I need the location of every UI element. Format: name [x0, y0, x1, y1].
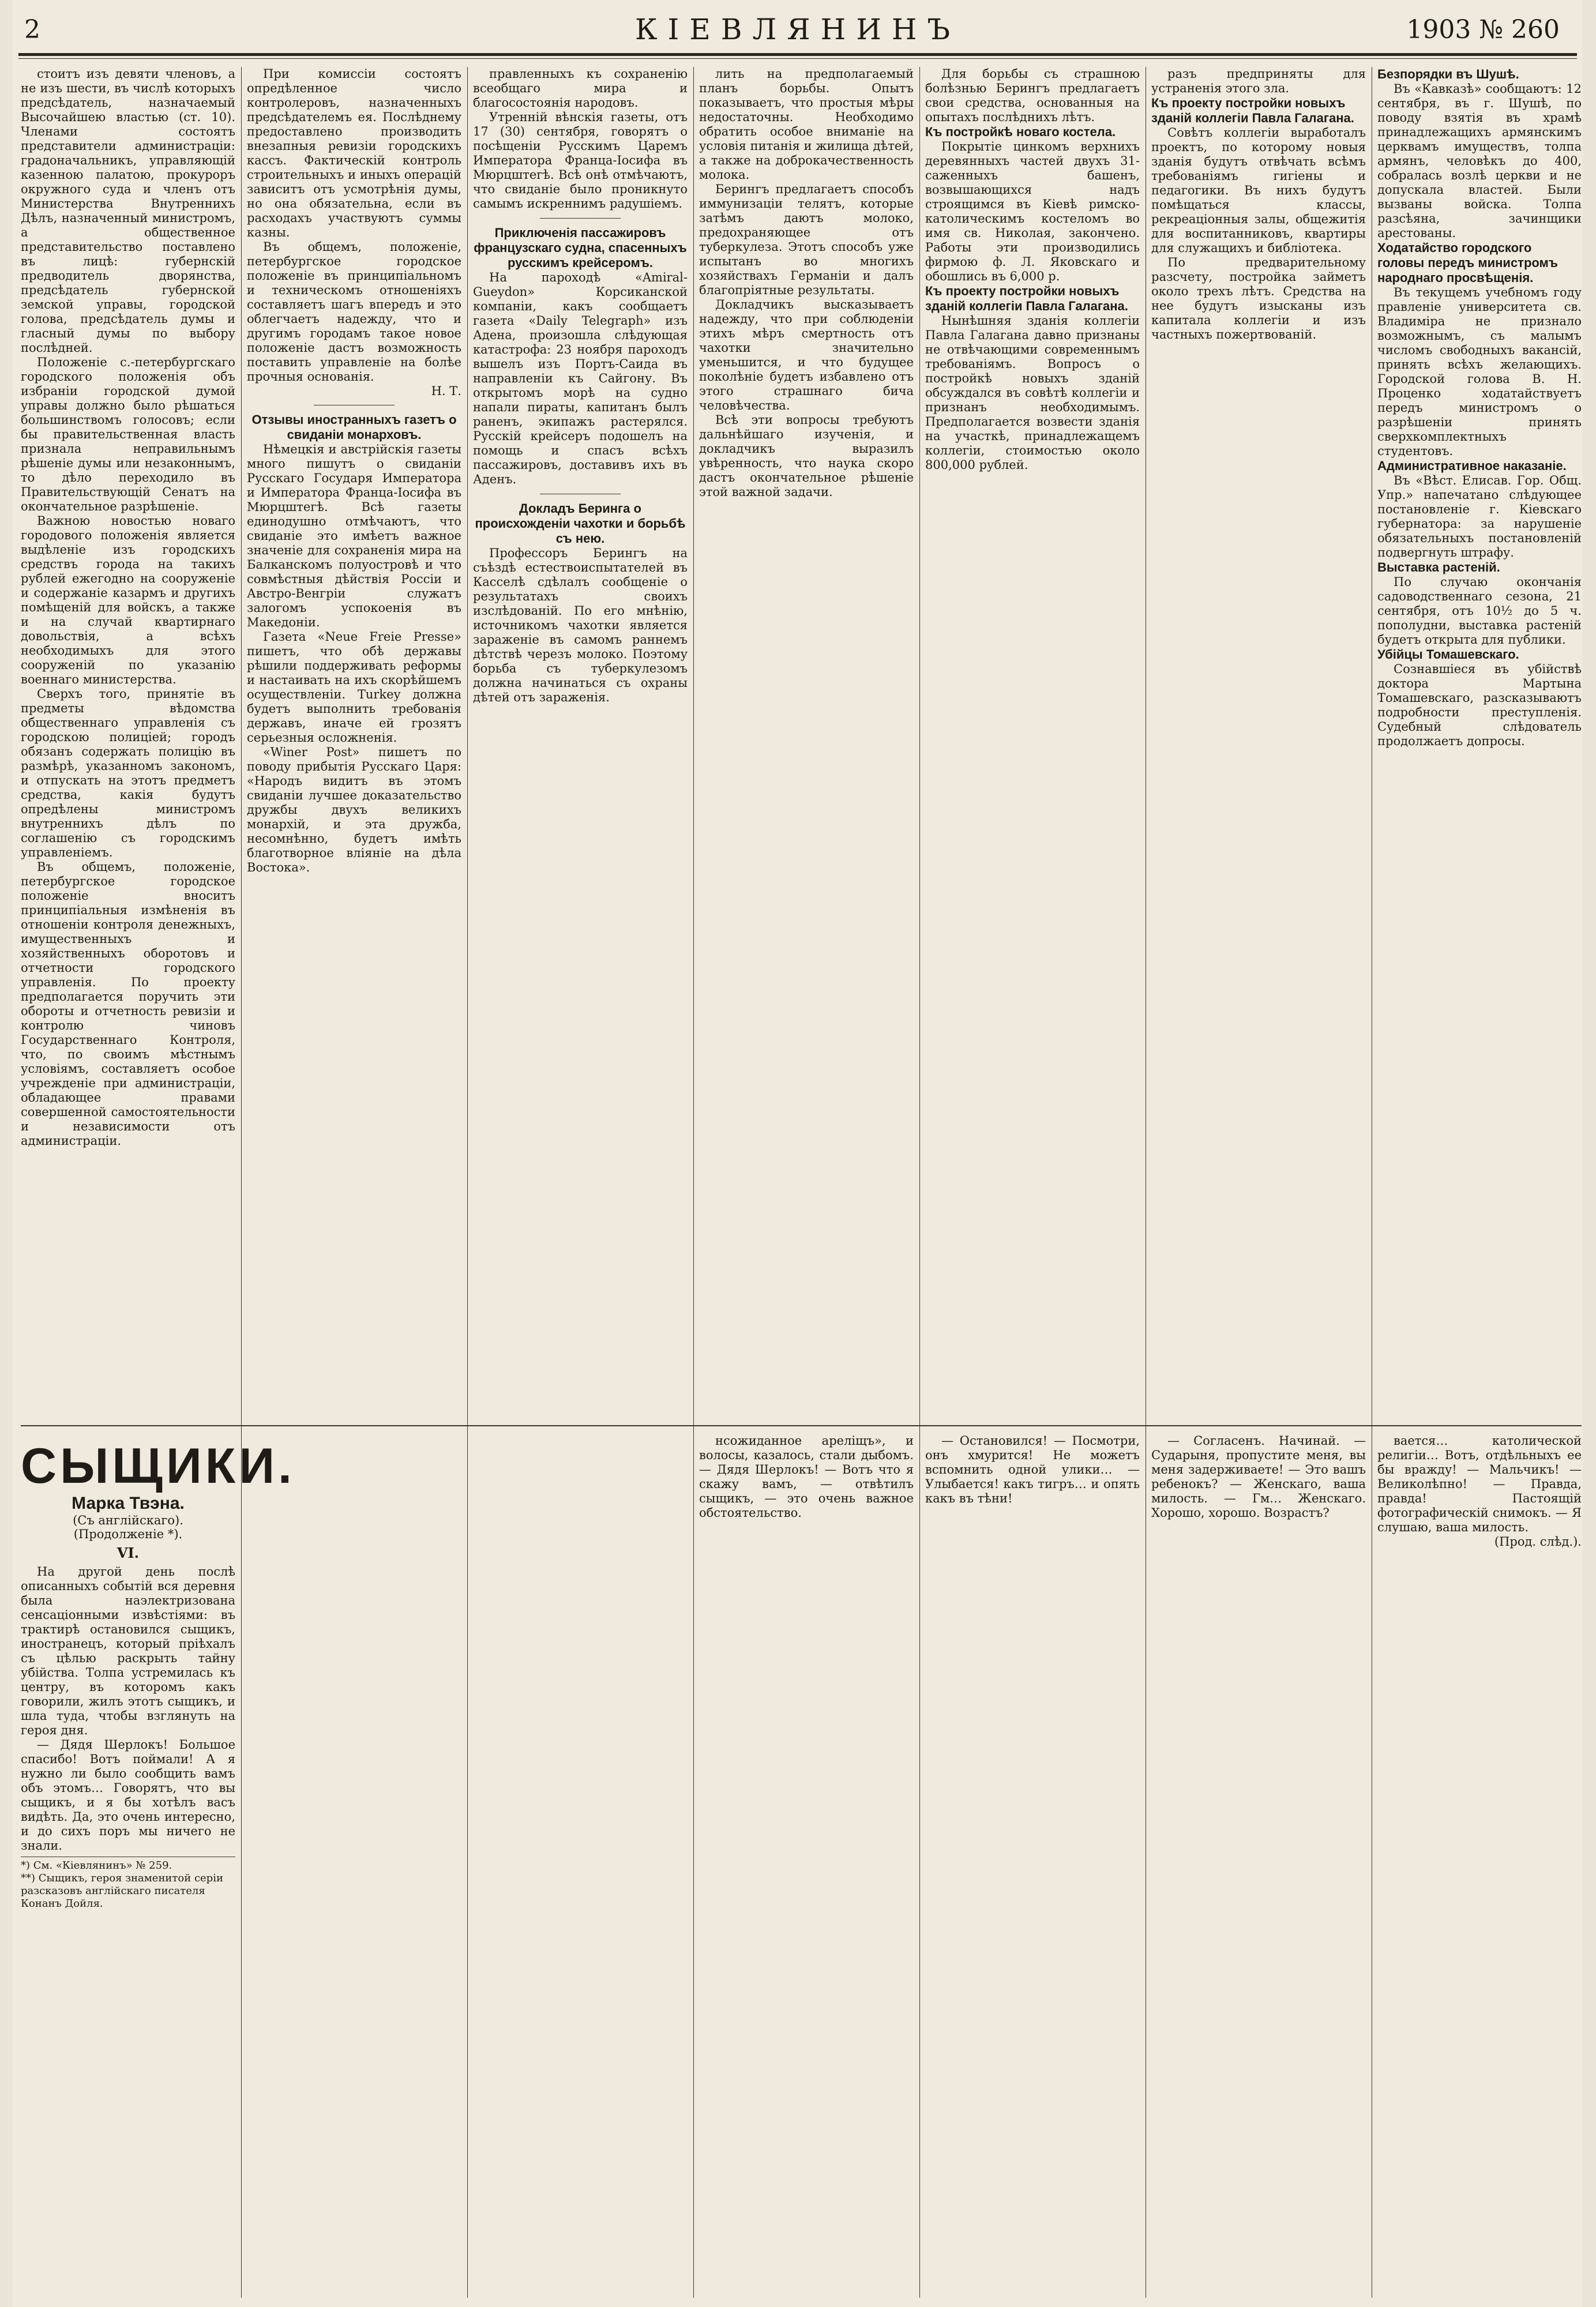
- article-paragraph: разъ предприняты для устраненія этого зла.: [1151, 67, 1366, 95]
- feuilleton-col-5: [925, 1434, 1140, 2298]
- newspaper-title: КІЕВЛЯНИНЪ: [634, 13, 961, 46]
- article-paragraph: Важною новостью новаго городового положенія является выдѣленіе изъ городскихъ средствъ города на такихъ рублей ежегодно на сооруженіе и содержаніе казармъ и другихъ помѣщеній для войскъ, а также и на случай квартирнаго довольствія, а всѣхъ необходимыхъ для этого сооруженій по указанію военнаго министерства.: [21, 514, 235, 686]
- article-paragraph: Профессоръ Берингъ на съѣздѣ естествоиспытателей въ Касселѣ сдѣлалъ сообщеніе о результатахъ своихъ изслѣдованій. По его мнѣнію, источникомъ чахотки является зараженіе въ самомъ раннемъ дѣтствѣ черезъ молоко. Поэтому борьба съ туберкулезомъ должна начинаться съ охраны дѣтей отъ зараженія.: [473, 546, 688, 704]
- column-divider: [693, 67, 694, 2298]
- article-paragraph: Въ «Вѣст. Елисав. Гор. Общ. Упр.» напечатано слѣдующее постановленіе г. Кіевскаго губернатора: за нарушеніе обязательныхъ постановленій подвергнуть штрафу.: [1377, 474, 1582, 559]
- article-paragraph: Нынѣшняя зданія коллегіи Павла Галагана давно признаны не отвѣчающими современнымъ требованіямъ. Вопросъ о постройкѣ новыхъ зданій обсуждался въ совѣтѣ коллегіи и признанъ необходимымъ. Предполагается возвести зданія на участкѣ, принадлежащемъ коллегіи, стоимостью около 800,000 рублей.: [925, 314, 1140, 472]
- article-paragraph: Въ общемъ, положеніе, петербургское городское положеніе въ принципіальномъ и техническомъ отношеніяхъ составляетъ шагъ впередъ и это облегчаетъ надежду, что и другимъ городамъ такое новое положеніе дастъ возможность поставить управленіе на болѣе прочныя основанія.: [247, 240, 461, 384]
- article-heading: Приключенія пассажировъ французскаго судна, спасенныхъ русскимъ крейсеромъ.: [474, 226, 687, 270]
- article-paragraph: По случаю окончанія садоводственнаго сезона, 21 сентября, отъ 10½ до 5 ч. пополудни, выставка растеній будетъ открыта для публики.: [1377, 575, 1582, 647]
- article-heading: Ходатайство городского головы передъ министромъ народнаго просвѣщенія.: [1377, 241, 1558, 285]
- article-paragraph: лить на предполагаемый планъ борьбы. Опытъ показываетъ, что простыя мѣры недостаточны. Необходимо обратить особое вниманіе на условія питанія и жилища дѣтей, а также на доброкачественность молока.: [699, 67, 914, 182]
- column-divider: [919, 67, 920, 2298]
- article-paragraph: стоитъ изъ девяти членовъ, а не изъ шести, въ числѣ которыхъ предсѣдатель, назначаемый Высочайшею властью (ст. 10). Членами состоятъ представители администраціи: градоначальникъ, управляющій казенною палатою, прокуроръ окружного суда и членъ отъ Министерства Внутреннихъ Дѣлъ, назначенный министромъ, а общественное представительство поставлено въ лицѣ: губернскій предводитель дворянства, предсѣдатель губернской земской управы, городской голова, предсѣдатель думы и гласный думы по выбору послѣдней.: [21, 67, 235, 355]
- feuilleton-chapter: VI.: [117, 1545, 140, 1561]
- article-heading: Докладъ Беринга о происхожденіи чахотки и борьбѣ съ нею.: [475, 501, 686, 546]
- article-heading: Безпорядки въ Шушѣ.: [1377, 67, 1519, 81]
- article-paragraph: При комиссіи состоятъ опредѣленное число контролеровъ, назначенныхъ предсѣдателемъ ея. Послѣднему предоставлено производить внезапныя ревизіи городскихъ кассъ. Фактическій контроль строительныхъ и иныхъ операцій зависитъ отъ усмотрѣнія думы, но она обязательна, если въ расходахъ участвуютъ суммы казны.: [247, 67, 461, 239]
- feuilleton-col-4: [699, 1434, 914, 2298]
- article-heading: Отзывы иностранныхъ газетъ о свиданіи монарховъ.: [251, 412, 457, 442]
- article-paragraph: Газета «Neue Freie Presse» пишетъ, что обѣ державы рѣшили поддерживать реформы и настаивать на ихъ скорѣйшемъ осуществленіи. Turkey должна будетъ выполнить требованія державъ, иначе ей грозятъ серьезныя осложненія.: [247, 630, 461, 745]
- article-heading: Къ постройкѣ новаго костела.: [925, 125, 1116, 139]
- column-2: [247, 67, 461, 2298]
- feuilleton-col-6: [1151, 1434, 1366, 2298]
- feuilleton-paragraph: На другой день послѣ описанныхъ событій вся деревня была наэлектризована сенсаціонными извѣстіями: въ трактирѣ остановился сыщикъ, иностранецъ, который пріѣхалъ съ цѣлью раскрыть тайну убійства. Толпа устремилась къ центру, въ которомъ какъ говорили, жилъ этотъ сыщикъ, и шла туда, чтобы взглянуть на героя дня.: [21, 1565, 235, 1737]
- footnote-line: **) Сыщикъ, героя знаменитой серіи разсказовъ англійскаго писателя Конанъ Дойля.: [21, 1872, 223, 1910]
- feuilleton-title: СЫЩИКИ.: [21, 1438, 295, 1494]
- footnote-line: *) См. «Кіевлянинъ» № 259.: [21, 1859, 172, 1872]
- footnote: [21, 1857, 235, 1910]
- article-paragraph: Всѣ эти вопросы требуютъ дальнѣйшаго изученія, и докладчикъ выразилъ увѣренность, что наука скоро дастъ окончательное рѣшеніе этой важной задачи.: [699, 413, 914, 499]
- feuilleton-paragraph: — Согласенъ. Начинай. — Сударыня, пропустите меня, вы меня задерживаете! — Это вашъ ребенокъ? — Женскаго, ваша милость. — Гм… Женскаго. Хорошо, хорошо. Возрастъ?: [1151, 1434, 1366, 1520]
- article-heading: Административное наказаніе.: [1377, 459, 1567, 473]
- feuilleton-paragraph: — Дядя Шерлокъ! Большое спасибо! Вотъ поймали! А я нужно ли было сообщить вамъ объ этомъ… Говорятъ, что вы сыщикъ, и я бы хотѣлъ васъ видѣть. Да, это очень интересно, и до сихъ поръ мы ничего не знали.: [21, 1738, 235, 1853]
- column-3: [473, 67, 688, 2298]
- feuilleton-continuation: (Продолженіе *).: [73, 1527, 183, 1541]
- issue-number: 1903 № 260: [1406, 15, 1560, 44]
- feuilleton-author: Марка Твэна.: [72, 1494, 185, 1513]
- feuilleton-col-7: [1377, 1434, 1582, 2298]
- article-paragraph: Берингъ предлагаетъ способъ иммунизаціи телятъ, которые затѣмъ даютъ молоко, предохраняющее отъ туберкулеза. Этотъ способъ уже испытанъ во многихъ хозяйствахъ Германіи и далъ благопріятные результаты.: [699, 182, 914, 297]
- article-paragraph: Въ общемъ, положеніе, петербургское городское положеніе вноситъ принципіальныя измѣненія въ отношеніи контроля денежныхъ, имущественныхъ и хозяйственныхъ оборотовъ и отчетности городского управленія. По проекту предполагается поручить эти обороты и отчетность ревизіи и контролю чиновъ Государственнаго Контроля, что, по своимъ мѣстнымъ условіямъ, составляетъ особое учрежденіе при администраціи, обладающее правами совершенной самостоятельности и независимости отъ администраціи.: [21, 860, 235, 1148]
- article-paragraph: Для борьбы съ страшною болѣзнью Берингъ предлагаетъ свои средства, основанныя на опытахъ послѣднихъ лѣтъ.: [925, 67, 1140, 124]
- feuilleton-paragraph: вается… католической религіи… Вотъ, отдѣльныхъ ее бы вражду! — Мальчикъ! — Великолѣпно! — Правда, правда! Пастоящій фотографическій снимокъ. — Я слушаю, ваша милость.: [1377, 1434, 1582, 1534]
- article-paragraph: правленныхъ къ сохраненію всеобщаго мира и благосостоянія народовъ.: [473, 67, 688, 110]
- article-paragraph: Въ «Кавказѣ» сообщаютъ: 12 сентября, въ г. Шушѣ, по поводу взятія въ храмѣ принадлежащихъ армянскимъ церквамъ имуществъ, толпа армянъ, человѣкъ до 400, собралась возлѣ церкви и не допускала властей. Были вызваны войска. Толпа разсѣяна, зачинщики арестованы.: [1377, 82, 1582, 240]
- article-paragraph: Въ текущемъ учебномъ году правленіе университета св. Владиміра не признало возможнымъ, съ малымъ числомъ свободныхъ вакансій, принять всѣхъ желающихъ. Городской голова В. Н. Проценко ходатайствуетъ передъ министромъ о разрѣшеніи принять сверхкомплектныхъ студентовъ.: [1377, 285, 1582, 458]
- feuilleton-paragraph: — Остановился! — Посмотри, онъ хмурится! Не можетъ вспомнить одной улики… — Улыбается! какъ тигръ… и опять какъ въ тѣни!: [925, 1434, 1140, 1505]
- article-heading: Выставка растеній.: [1377, 560, 1500, 574]
- article-paragraph: Нѣмецкія и австрійскія газеты много пишутъ о свиданіи Русскаго Государя Императора и Императора Франца-Іосифа въ Мюрцштегѣ. Всѣ газеты единодушно отмѣчаютъ, что свиданіе это имѣетъ важное значеніе для сохраненія мира на Балканскомъ полуостровѣ и что совмѣстныя дѣйствія Россіи и Австро-Венгріи служатъ залогомъ успокоенія въ Македоніи.: [247, 442, 461, 629]
- section-divider: [540, 218, 621, 219]
- article-paragraph: Сверхъ того, принятіе въ предметы вѣдомства общественнаго управленія съ городскою полиціей; городъ обязанъ содержать полицію въ размѣрѣ, указанномъ закономъ, и отпускать на этотъ предметъ средства, какія будутъ опредѣлены министромъ внутреннихъ дѣлъ по соглашенію съ городскимъ управленіемъ.: [21, 687, 235, 859]
- masthead-rule: [18, 53, 1577, 56]
- article-paragraph: Покрытіе цинкомъ верхнихъ деревянныхъ частей двухъ 31-саженныхъ башенъ, возвышающихся надъ строящимся въ Кіевѣ римско-католическимъ костеломъ во имя св. Николая, закончено. Работы эти производились фирмою ф. Л. Яковскаго и обошлись въ 6,000 р.: [925, 140, 1140, 283]
- article-paragraph: Совѣтъ коллегіи выработалъ проектъ, по которому новыя зданія будутъ отвѣчать всѣмъ требованіямъ гигіены и педагогики. Въ нихъ будутъ помѣщаться классы, рекреаціонныя залы, общежитія для воспитанниковъ, квартиры для служащихъ и библіотека.: [1151, 126, 1366, 255]
- article-paragraph: Утренній вѣнскія газеты, отъ 17 (30) сентября, говорятъ о посѣщеніи Русскимъ Царемъ Императора Франца-Іосифа въ Мюрцштегѣ. Всѣ онѣ отмѣчаютъ, что свиданіе было проникнуто самымъ искреннимъ радушіемъ.: [473, 110, 688, 211]
- article-paragraph: Сознавшіеся въ убійствѣ доктора Мартына Томашевскаго, разсказываютъ подробности преступленія. Судебный слѣдователь продолжаетъ допросы.: [1377, 662, 1582, 748]
- feuilleton-source: (Съ англійскаго).: [73, 1513, 183, 1527]
- feuilleton-col-1: [21, 1434, 295, 2298]
- article-heading: Къ проекту постройки новыхъ зданій коллегіи Павла Галагана.: [1151, 96, 1354, 125]
- masthead: [13, 13, 1583, 47]
- article-heading: Убійцы Томашевскаго.: [1377, 647, 1519, 662]
- feuilleton-rule: [21, 1425, 1582, 1426]
- masthead-thin-rule: [18, 58, 1577, 59]
- article-paragraph: Положеніе с.-петербургскаго городского положенія объ избраніи городской думой управы должно было рѣшаться большинствомъ голосовъ; если бы правительственная власть признала неправильнымъ рѣшеніе думы или незаконнымъ, то дѣло переходило въ Правительствующій Сенатъ на окончательное разрѣшеніе.: [21, 355, 235, 513]
- feuilleton-paragraph: нсожиданное ареліщъ», и волосы, казалось, стали дыбомъ. — Дядя Шерлокъ! — Вотъ что я скажу вамъ, — отвѣтилъ сыщикъ, — это очень важное обстоятельство.: [699, 1434, 914, 1520]
- to-be-continued: (Прод. слѣд.).: [1494, 1535, 1582, 1549]
- article-signature: Н. Т.: [431, 384, 461, 398]
- article-paragraph: По предварительному разсчету, постройка займетъ около трехъ лѣтъ. Средства на нее будутъ изысканы изъ капитала коллегіи и изъ частныхъ пожертвованій.: [1151, 256, 1366, 341]
- article-paragraph: На пароходѣ «Amiral-Gueydon» Корсиканской компаніи, какъ сообщаетъ газета «Daily Telegraph» изъ Адена, произошла слѣдующая катастрофа: 23 ноября пароходъ вышелъ изъ Портъ-Саида въ направленіи къ Сайгону. Въ открытомъ морѣ на судно напали пираты, капитанъ былъ раненъ, экипажъ растерялся. Русскій крейсеръ подошелъ на помощь и спасъ всѣхъ пассажировъ, доставивъ ихъ въ Аденъ.: [473, 270, 688, 486]
- newspaper-page: [13, 0, 1583, 2307]
- column-divider: [467, 67, 468, 2298]
- page-number: 2: [24, 15, 40, 44]
- article-heading: Къ проекту постройки новыхъ зданій коллегіи Павла Галагана.: [925, 284, 1128, 313]
- column-divider: [241, 67, 242, 2298]
- article-paragraph: Докладчикъ высказываетъ надежду, что при соблюденіи этихъ мѣръ смертность отъ чахотки значительно уменьшится, и что будущее поколѣніе будетъ избавлено отъ этого страшнаго бича человѣчества.: [699, 298, 914, 412]
- columns-area: [21, 67, 1582, 2298]
- article-paragraph: «Winer Post» пишетъ по поводу прибытія Русскаго Царя: «Народъ видитъ въ этомъ свиданіи лучшее доказательство дружбы двухъ великихъ монархій, и эта дружба, несомнѣнно, будетъ имѣть благотворное вліяніе на дѣла Востока».: [247, 745, 461, 874]
